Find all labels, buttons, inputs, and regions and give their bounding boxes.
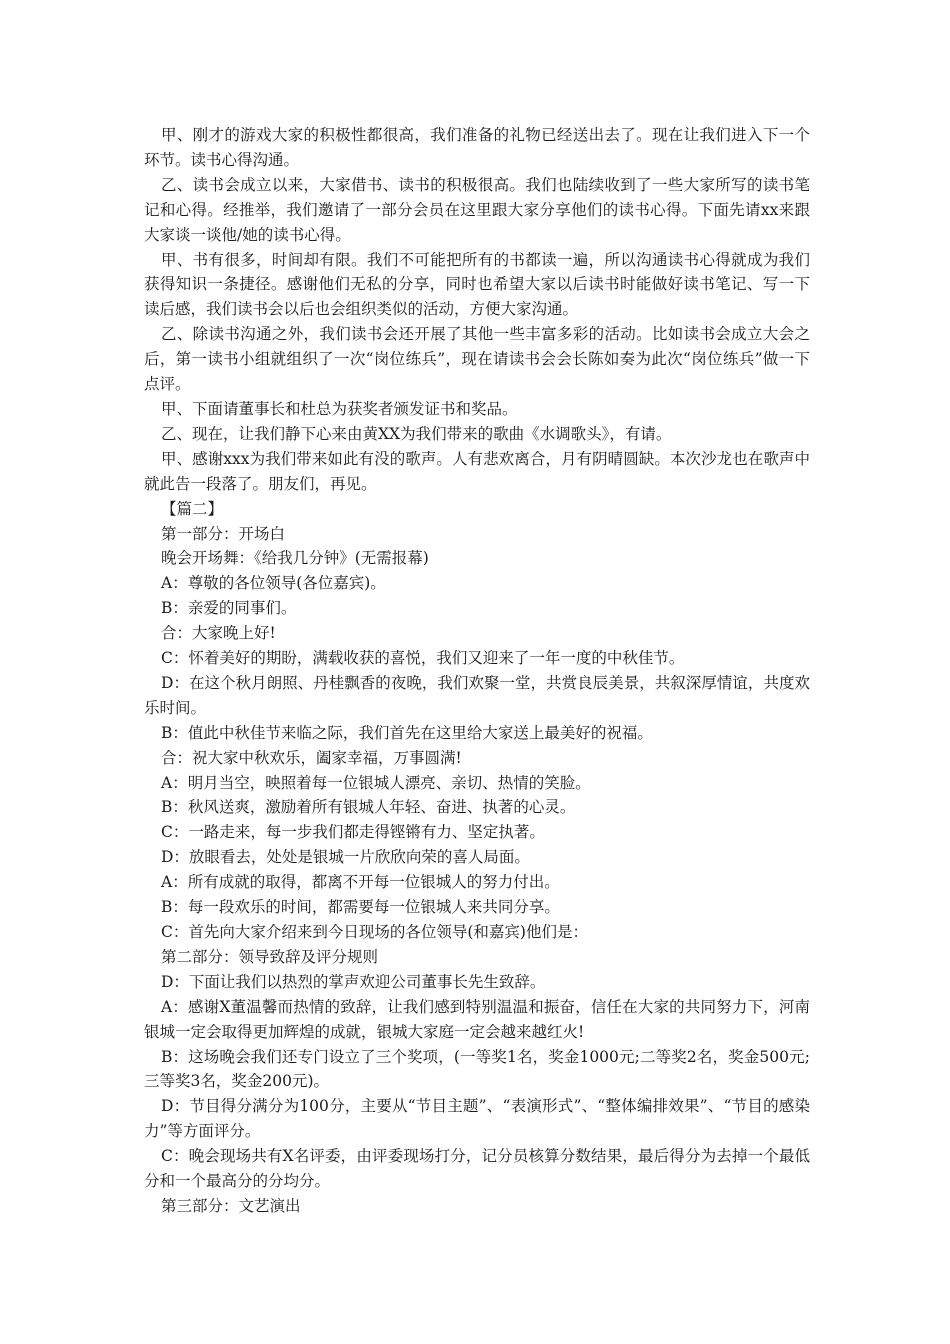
paragraph: D：放眼看去，处处是银城一片欣欣向荣的喜人局面。 bbox=[161, 848, 530, 867]
paragraph: 合：大家晚上好! bbox=[161, 624, 276, 643]
paragraph: B：秋风送爽，激励着所有银城人年轻、奋进、执著的心灵。 bbox=[161, 798, 576, 817]
paragraph: A：感谢X董温馨而热情的致辞，让我们感到特别温温和振奋，信任在大家的共同努力下，河南银城一定会取得更加辉煌的成就，银城大家庭一定会越来越红火! bbox=[144, 997, 810, 1041]
paragraph: C：怀着美好的期盼，满载收获的喜悦，我们又迎来了一年一度的中秋佳节。 bbox=[161, 649, 685, 668]
paragraph: 晚会开场舞：《给我几分钟》(无需报幕) bbox=[161, 549, 429, 568]
paragraph: A：所有成就的取得，都离不开每一位银城人的努力付出。 bbox=[161, 873, 560, 892]
paragraph: C：首先向大家介绍来到今日现场的各位领导(和嘉宾)他们是： bbox=[161, 923, 588, 941]
paragraph: 甲、感谢xxx为我们带来如此有没的歌声。人有悲欢离合，月有阴晴圆缺。本次沙龙也在歌声中就此告一段落了。朋友们，再见。 bbox=[144, 449, 810, 493]
paragraph: D：节目得分满分为100分，主要从“节目主题”、“表演形式”、“整体编排效果”、“节目的感染力”等方面评分。 bbox=[144, 1097, 810, 1141]
paragraph: 甲、刚才的游戏大家的积极性都很高，我们准备的礼物已经送出去了。现在让我们进入下一个环节。读书心得沟通。 bbox=[144, 126, 810, 169]
paragraph: B：亲爱的同事们。 bbox=[161, 599, 297, 618]
document-body bbox=[144, 123, 810, 1219]
paragraph: A：尊敬的各位领导(各位嘉宾)。 bbox=[161, 574, 386, 593]
paragraph: 乙、除读书沟通之外，我们读书会还开展了其他一些丰富多彩的活动。比如读书会成立大会之后，第一读书小组就组织了一次“岗位练兵”，现在请读书会会长陈如奏为此次“岗位练兵”做一下点评。 bbox=[144, 325, 810, 394]
paragraph: B：这场晚会我们还专门设立了三个奖项，(一等奖1名，奖金1000元;二等奖2名，奖金500元;三等奖3名，奖金200元)。 bbox=[144, 1047, 810, 1091]
paragraph: 乙、读书会成立以来，大家借书、读书的积极很高。我们也陆续收到了一些大家所写的读书笔记和心得。经推举，我们邀请了一部分会员在这里跟大家分享他们的读书心得。下面先请xx来跟大家谈一谈他/她的读书心得。 bbox=[144, 175, 810, 244]
paragraph: 合：祝大家中秋欢乐，阖家幸福，万事圆满! bbox=[161, 748, 462, 767]
paragraph: D：在这个秋月朗照、丹桂飘香的夜晚，我们欢聚一堂，共赏良辰美景，共叙深厚情谊，共度欢乐时间。 bbox=[144, 673, 810, 717]
paragraph: A：明月当空，映照着每一位银城人漂亮、亲切、热情的笑脸。 bbox=[161, 773, 591, 792]
section-heading: 【篇二】 bbox=[161, 499, 224, 518]
paragraph: C：晚会现场共有X名评委，由评委现场打分，记分员核算分数结果，最后得分为去掉一个最低分和一个最高分的分均分。 bbox=[144, 1147, 810, 1191]
part-heading: 第一部分：开场白 bbox=[161, 524, 286, 543]
paragraph: 乙、现在，让我们静下心来由黄XX为我们带来的歌曲《水调歌头》，有请。 bbox=[161, 424, 672, 443]
paragraph: 甲、书有很多，时间却有限。我们不可能把所有的书都读一遍，所以沟通读书心得就成为我们获得知识一条捷径。感谢他们无私的分享，同时也希望大家以后读书时能做好读书笔记、写一下读后感，我们读书会以后也会组织类似的活动，方便大家沟通。 bbox=[144, 250, 810, 319]
part-heading: 第三部分：文艺演出 bbox=[161, 1196, 301, 1215]
part-heading: 第二部分：领导致辞及评分规则 bbox=[161, 947, 379, 966]
paragraph: B：每一段欢乐的时间，都需要每一位银城人来共同分享。 bbox=[161, 898, 560, 917]
paragraph: C：一路走来，每一步我们都走得铿锵有力、坚定执著。 bbox=[161, 823, 545, 842]
paragraph: D：下面让我们以热烈的掌声欢迎公司董事长先生致辞。 bbox=[161, 972, 546, 991]
paragraph: 甲、下面请董事长和杜总为获奖者颁发证书和奖品。 bbox=[161, 399, 518, 418]
paragraph: B：值此中秋佳节来临之际，我们首先在这里给大家送上最美好的祝福。 bbox=[161, 723, 653, 742]
